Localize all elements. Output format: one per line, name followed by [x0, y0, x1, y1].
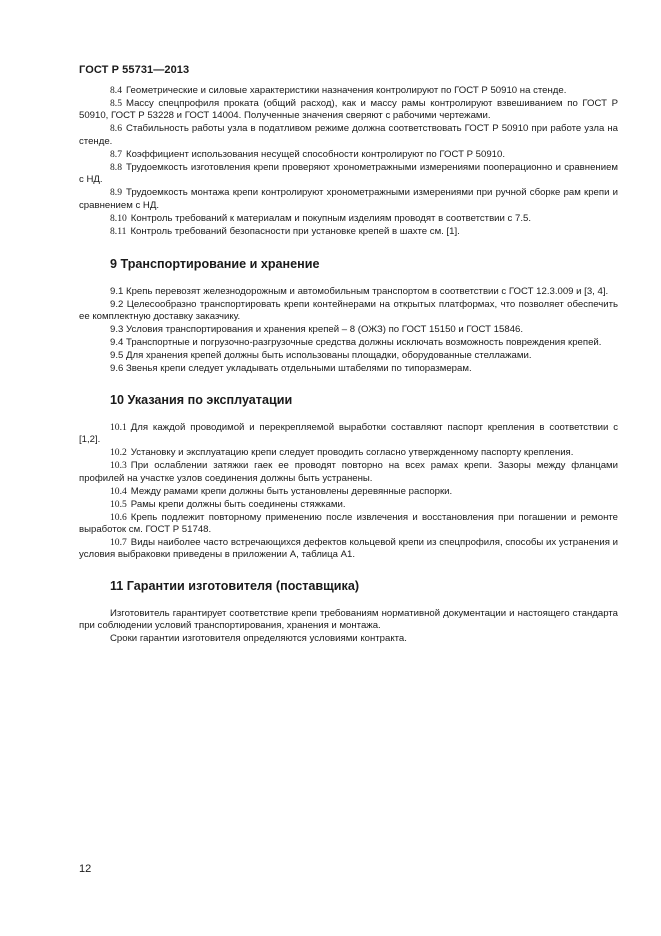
clause-9-2: 9.2 Целесообразно транспортировать крепи контейнерами на открытых платформах, что позволяет обеспечить ее комплектную доставку заказчику.: [79, 299, 618, 323]
section-11-heading: 11 Гарантии изготовителя (поставщика): [110, 578, 360, 593]
section-9-heading: 9 Транспортирование и хранение: [110, 257, 320, 272]
clause-9-5: 9.5 Для хранения крепей должны быть использованы площадки, оборудованные стеллажами.: [110, 350, 532, 362]
clause-10-3: 10.3 При ослаблении затяжки гаек ее проводят повторно на всех рамах крепи. Зазоры между фланцами профилей на участке узлов соединения должны быть устранены.: [79, 460, 618, 484]
section-10-heading: 10 Указания по эксплуатации: [110, 392, 293, 407]
clause-9-6: 9.6 Звенья крепи следует укладывать отдельными штабелями по типоразмерам.: [110, 363, 472, 375]
clause-9-4: 9.4 Транспортные и погрузочно-разгрузочные средства должны исключать возможность повреждения крепей.: [110, 337, 602, 349]
section-11-items: [79, 608, 618, 646]
section-10-items: [79, 422, 618, 562]
clause-10-4: 10.4 Между рамами крепи должны быть установлены деревянные распорки.: [110, 485, 453, 497]
clause-8-4: 8.4 Геометрические и силовые характеристики назначения контролируют по ГОСТ Р 50910 на стенде.: [110, 85, 567, 96]
clause-8-6: 8.6 Стабильность работы узла в податливом режиме должна соответствовать ГОСТ Р 50910 при работе узла на стенде.: [79, 123, 618, 147]
clause-8-10: 8.10 Контроль требований к материалам и покупным изделиям проводят в соответствии с 7.5.: [110, 212, 532, 224]
clause-10-2: 10.2 Установку и эксплуатацию крепи следует проводить согласно утвержденному паспорту крепления.: [110, 447, 574, 459]
section-8-items: [79, 85, 618, 238]
section-9-items: [79, 286, 618, 376]
clause-8-9: 8.9 Трудоемкость монтажа крепи контролируют хронометражными измерениями при ручной сборке рам крепи и сравнением с НД.: [79, 187, 618, 211]
page-number: 12: [79, 863, 92, 875]
document-header: ГОСТ Р 55731—2013: [79, 64, 190, 76]
warranty-paragraph-2: Сроки гарантии изготовителя определяются условиями контракта.: [110, 633, 407, 645]
warranty-paragraph-1: Изготовитель гарантирует соответствие крепи требованиям нормативной документации и настоящего стандарта при соблюдении условий транспортирования, хранения и монтажа.: [79, 607, 618, 632]
clause-9-3: 9.3 Условия транспортирования и хранения крепей – 8 (ОЖЗ) по ГОСТ 15150 и ГОСТ 15846.: [110, 324, 524, 336]
document-body: [79, 85, 618, 646]
clause-9-1: 9.1 Крепь перевозят железнодорожным и автомобильным транспортом в соответствии с ГОСТ 12.3.009 и [3, 4].: [110, 286, 609, 298]
clause-8-5: 8.5 Массу спецпрофиля проката (общий расход), как и массу рамы контролируют взвешиванием по ГОСТ Р 50910, ГОСТ Р 53228 и ГОСТ 14004. Полученные значения сверяют с рабочими чертежами.: [79, 98, 618, 122]
clause-8-7: 8.7 Коэффициент использования несущей способности контролируют по ГОСТ Р 50910.: [110, 148, 506, 160]
clause-8-8: 8.8 Трудоемкость изготовления крепи проверяют хронометражными измерениями пооперационно и сравнением с НД.: [79, 161, 618, 186]
clause-10-5: 10.5 Рамы крепи должны быть соединены стяжками.: [110, 498, 346, 510]
clause-10-6: 10.6 Крепь подлежит повторному применению после извлечения и восстановления при погашении и ремонте выработок см. ГОСТ Р 51748.: [79, 511, 618, 536]
clause-8-11: 8.11 Контроль требований безопасности при установке крепей в шахте см. [1].: [110, 225, 460, 237]
clause-10-1: 10.1 Для каждой проводимой и перекрепляемой выработки составляют паспорт крепления в соответствии с [1,2].: [79, 421, 618, 446]
clause-10-7: 10.7 Виды наиболее часто встречающихся дефектов кольцевой крепи из спецпрофиля, способы их устранения и условия выбраковки приведены в приложении А, таблица А1.: [79, 537, 618, 561]
